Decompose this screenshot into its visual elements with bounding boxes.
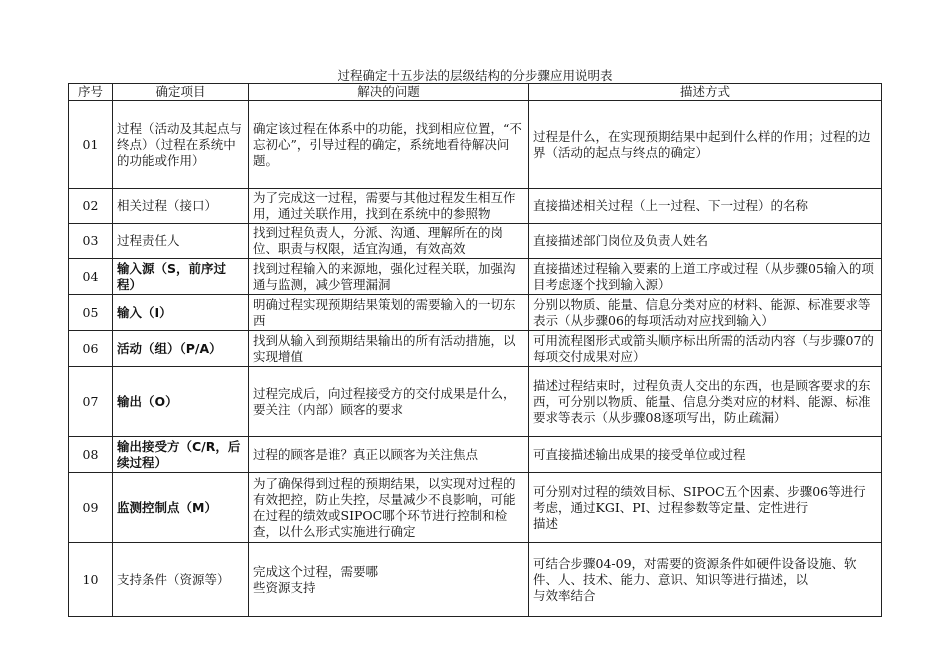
row-desc: 直接描述部门岗位及负责人姓名	[529, 224, 882, 259]
row-problem: 为了确保得到过程的预期结果，以实现对过程的有效把控，防止失控，尽量减少不良影响，可能在过程的绩效或SIPOC哪个环节进行控制和检查，以什么形式实施进行确定	[249, 473, 529, 543]
row-no: 05	[69, 295, 113, 331]
row-item: 输出接受方（C/R，后续过程）	[113, 437, 249, 473]
table-row	[69, 259, 882, 295]
row-item: 输入源（S，前序过程）	[113, 259, 249, 295]
row-item: 活动（组）（P/A）	[113, 331, 249, 367]
row-item: 输入（I）	[113, 295, 249, 331]
header-item: 确定项目	[113, 84, 249, 101]
table-row	[69, 101, 882, 189]
table-row	[69, 224, 882, 259]
header-desc: 描述方式	[529, 84, 882, 101]
row-no: 07	[69, 367, 113, 437]
row-no: 04	[69, 259, 113, 295]
row-desc: 可直接描述输出成果的接受单位或过程	[529, 437, 882, 473]
row-desc: 直接描述相关过程（上一过程、下一过程）的名称	[529, 189, 882, 224]
table-row	[69, 473, 882, 543]
row-desc: 描述过程结束时，过程负责人交出的东西，也是顾客要求的东西，可分别以物质、能量、信息分类对应的材料、能源、标准要求等表示（从步骤08逐项写出，防止疏漏）	[529, 367, 882, 437]
table-row	[69, 295, 882, 331]
row-desc: 过程是什么，在实现预期结果中起到什么样的作用；过程的边界（活动的起点与终点的确定）	[529, 101, 882, 189]
table-title: 过程确定十五步法的层级结构的分步骤应用说明表	[337, 68, 613, 83]
table-row	[69, 331, 882, 367]
row-item: 输出（O）	[113, 367, 249, 437]
row-item: 支持条件（资源等）	[113, 543, 249, 617]
row-desc: 可用流程图形式或箭头顺序标出所需的活动内容（与步骤07的每项交付成果对应）	[529, 331, 882, 367]
header-no: 序号	[69, 84, 113, 101]
row-item: 相关过程（接口）	[113, 189, 249, 224]
row-problem: 确定该过程在体系中的功能，找到相应位置，“不忘初心”，引导过程的确定，系统地看待解决问题。	[249, 101, 529, 189]
header-row	[69, 84, 882, 101]
row-desc: 直接描述过程输入要素的上道工序或过程（从步骤05输入的项目考虑逐个找到输入源）	[529, 259, 882, 295]
row-no: 10	[69, 543, 113, 617]
table-row	[69, 543, 882, 617]
row-problem: 找到过程负责人，分派、沟通、理解所在的岗位、职责与权限，适宜沟通，有效高效	[249, 224, 529, 259]
row-no: 06	[69, 331, 113, 367]
step-description-table	[68, 83, 882, 617]
row-problem: 完成这个过程，需要哪 些资源支持	[249, 543, 529, 617]
row-no: 09	[69, 473, 113, 543]
row-problem: 过程完成后，向过程接受方的交付成果是什么，要关注（内部）顾客的要求	[249, 367, 529, 437]
row-no: 03	[69, 224, 113, 259]
table-row	[69, 189, 882, 224]
row-problem: 为了完成这一过程，需要与其他过程发生相互作用，通过关联作用，找到在系统中的参照物	[249, 189, 529, 224]
table-row	[69, 437, 882, 473]
row-problem: 找到过程输入的来源地，强化过程关联，加强沟通与监测，减少管理漏洞	[249, 259, 529, 295]
row-no: 08	[69, 437, 113, 473]
row-no: 02	[69, 189, 113, 224]
row-item: 监测控制点（M）	[113, 473, 249, 543]
table-row	[69, 367, 882, 437]
row-problem: 明确过程实现预期结果策划的需要输入的一切东西	[249, 295, 529, 331]
row-desc: 可结合步骤04-09，对需要的资源条件如硬件设备设施、软件、人、技术、能力、意识、知识等进行描述，以 与效率结合	[529, 543, 882, 617]
row-problem: 过程的顾客是谁？真正以顾客为关注焦点	[249, 437, 529, 473]
row-item: 过程责任人	[113, 224, 249, 259]
row-no: 01	[69, 101, 113, 189]
row-item: 过程（活动及其起点与终点）（过程在系统中的功能或作用）	[113, 101, 249, 189]
row-desc: 分别以物质、能量、信息分类对应的材料、能源、标准要求等表示（从步骤06的每项活动对应找到输入）	[529, 295, 882, 331]
header-problem: 解决的问题	[249, 84, 529, 101]
row-desc: 可分别对过程的绩效目标、SIPOC五个因素、步骤06等进行考虑，通过KGI、PI、过程参数等定量、定性进行 描述	[529, 473, 882, 543]
row-problem: 找到从输入到预期结果输出的所有活动措施，以实现增值	[249, 331, 529, 367]
